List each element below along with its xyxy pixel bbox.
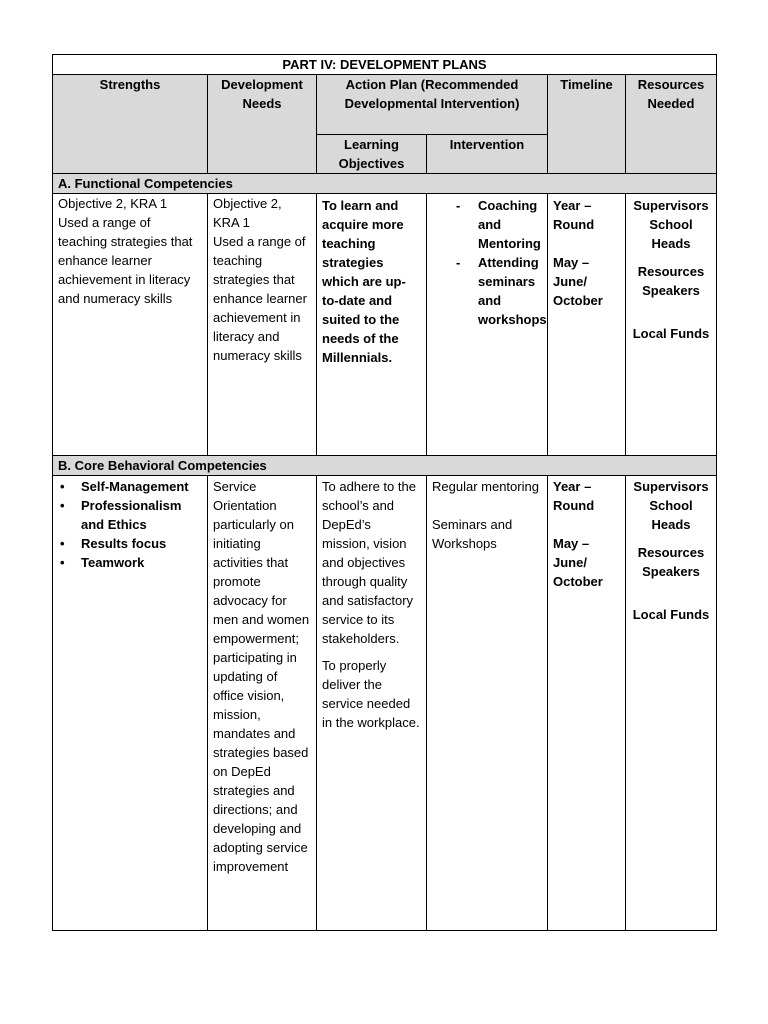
section-b-intervention-2: Seminars and Workshops xyxy=(432,517,513,551)
section-a-development-needs xyxy=(208,194,317,456)
section-a-resources-3: Local Funds xyxy=(632,326,710,341)
section-a-needs-heading: Objective 2, KRA 1 xyxy=(213,196,282,230)
section-b-resources-1: Supervisors School Heads xyxy=(633,479,709,532)
section-a-needs-text: Used a range of teaching strategies that enhance learner achievement in literacy and numeracy skills xyxy=(213,234,307,363)
section-b-intervention xyxy=(427,476,548,931)
section-a-strengths xyxy=(53,194,208,456)
section-b-development-needs: Service Orientation particularly on initiating activities that promote advocacy for men and women empowerment; participating in updating of office vision, mission, mandates and strategies based on DepEd strategies and directions; and developing and adopting service improvement xyxy=(208,476,317,931)
section-a-title: A. Functional Competencies xyxy=(53,174,717,194)
section-a-timeline-2: May – June/ October xyxy=(553,255,603,308)
section-b-learning-objective-2: To properly deliver the service needed in the workplace. xyxy=(322,658,420,730)
section-a-learning-objectives: To learn and acquire more teaching strategies which are up-to-date and suited to the needs of the Millennials. xyxy=(317,194,427,456)
header-development-needs: Development Needs xyxy=(208,75,317,174)
development-plan-table xyxy=(52,54,717,931)
section-a-intervention-item: - Coaching and Mentoring xyxy=(432,196,542,253)
section-b-strengths xyxy=(53,476,208,931)
section-b-resources-3: Local Funds xyxy=(632,607,710,622)
section-b-intervention-1: Regular mentoring xyxy=(432,479,539,494)
section-b-timeline-1: Year – Round xyxy=(553,479,595,513)
section-b-learning-objective-1: To adhere to the school’s and DepEd’s mission, vision and objectives through quality and satisfactory service to its stakeholders. xyxy=(322,479,416,646)
section-b-resources xyxy=(626,476,717,931)
table-title: PART IV: DEVELOPMENT PLANS xyxy=(53,55,717,75)
section-b-timeline xyxy=(548,476,626,931)
header-timeline: Timeline xyxy=(548,75,626,174)
section-b-timeline-2: May – June/ October xyxy=(553,536,603,589)
section-b-strength-item: • Teamwork xyxy=(58,553,202,572)
section-a-intervention-item: - Attending seminars and workshops xyxy=(432,253,542,329)
section-a-timeline xyxy=(548,194,626,456)
section-a-resources-1: Supervisors School Heads xyxy=(633,198,709,251)
header-action-plan: Action Plan (Recommended Developmental Intervention) xyxy=(317,75,548,135)
section-a-resources-2: Resources Speakers xyxy=(637,264,705,298)
section-b-strength-item: • Self-Management xyxy=(58,477,202,496)
section-b-title: B. Core Behavioral Competencies xyxy=(53,456,717,476)
section-b-strength-item: • Results focus xyxy=(58,534,202,553)
section-a-row xyxy=(53,194,717,456)
section-b-learning-objectives xyxy=(317,476,427,931)
section-a-resources xyxy=(626,194,717,456)
section-a-strengths-text: Used a range of teaching strategies that enhance learner achievement in literacy and numeracy skills xyxy=(58,215,193,306)
section-b-strength-item: • Professionalism and Ethics xyxy=(58,496,202,534)
header-strengths: Strengths xyxy=(53,75,208,174)
section-b-resources-2: Resources Speakers xyxy=(637,545,705,579)
section-a-intervention xyxy=(427,194,548,456)
header-resources-needed: Resources Needed xyxy=(626,75,717,174)
section-b-row xyxy=(53,476,717,931)
header-intervention: Intervention xyxy=(427,135,548,174)
section-a-strengths-heading: Objective 2, KRA 1 xyxy=(58,196,168,211)
section-a-timeline-1: Year – Round xyxy=(553,198,595,232)
header-learning-objectives: Learning Objectives xyxy=(317,135,427,174)
